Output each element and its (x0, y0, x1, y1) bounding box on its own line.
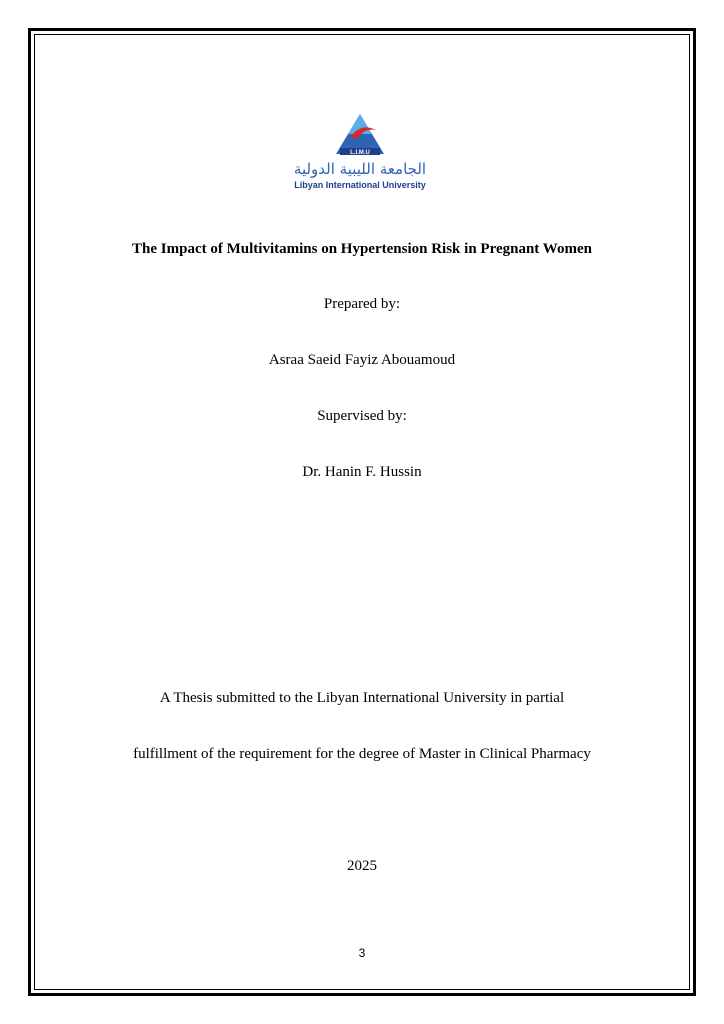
author-name: Asraa Saeid Fayiz Abouamoud (268, 352, 456, 368)
logo-arabic-name: الجامعة الليبية الدولية (293, 160, 427, 178)
thesis-title: The Impact of Multivitamins on Hypertension Risk in Pregnant Women (132, 241, 592, 257)
logo-english-name: Libyan International University (294, 180, 426, 190)
supervised-by-label: Supervised by: (317, 408, 407, 424)
libyan-international-university-logo-icon (280, 108, 440, 198)
submission-statement-line-2: fulfillment of the requirement for the degree of Master in Clinical Pharmacy (133, 746, 591, 762)
submission-year: 2025 (347, 858, 377, 874)
submission-statement-line-1: A Thesis submitted to the Libyan International University in partial (159, 690, 565, 706)
logo-badge-text: L.I.M.U (350, 150, 370, 156)
supervisor-name: Dr. Hanin F. Hussin (302, 464, 422, 480)
page-number: 3 (358, 946, 366, 960)
university-logo (280, 108, 440, 198)
prepared-by-label: Prepared by: (323, 296, 401, 312)
